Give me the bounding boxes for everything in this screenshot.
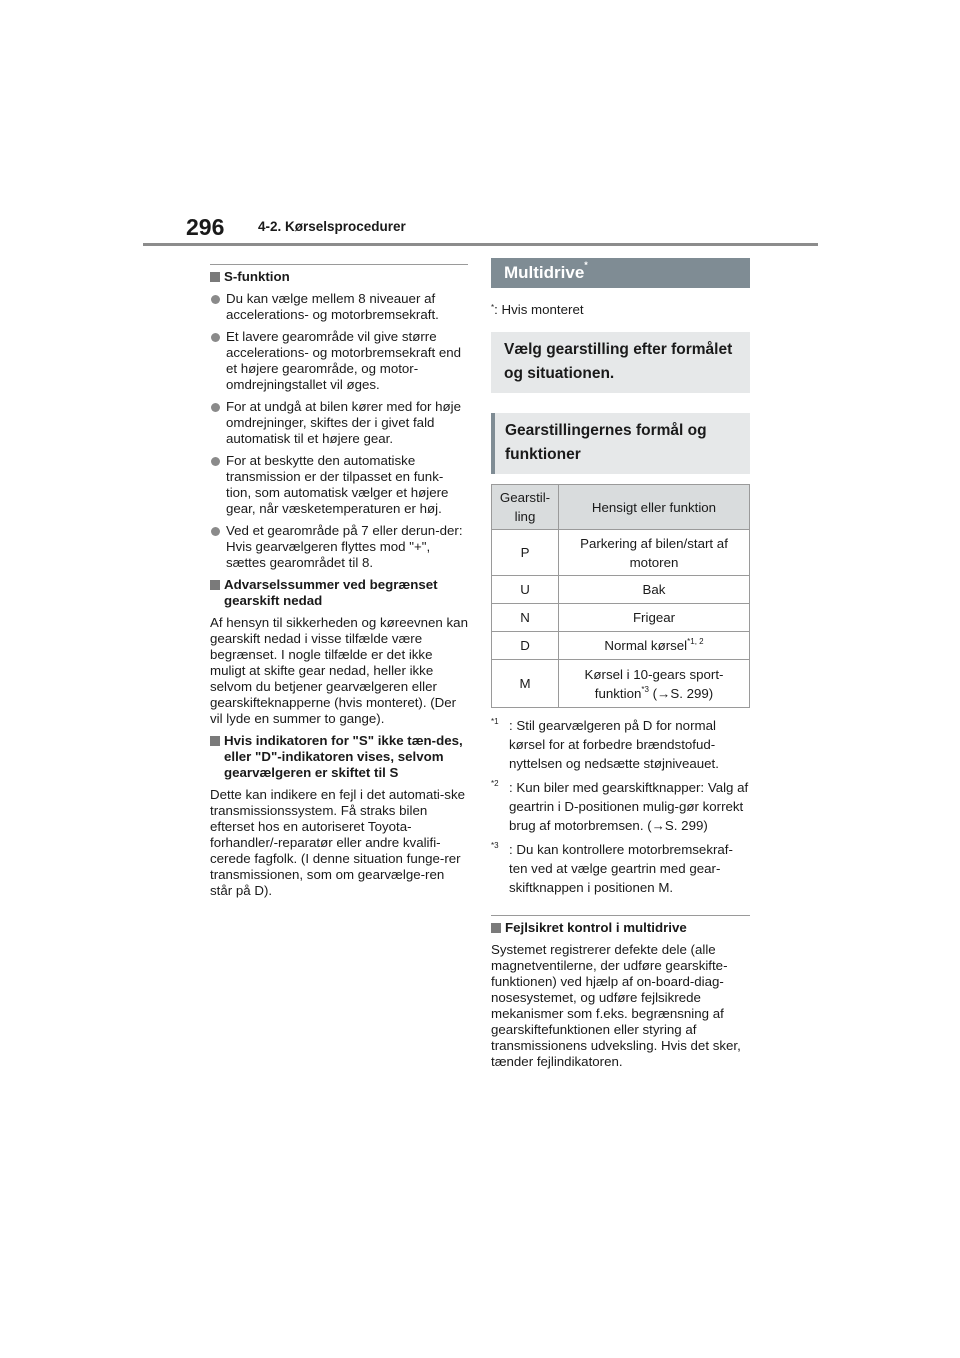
failsafe-title: Fejlsikret kontrol i multidrive bbox=[505, 920, 687, 935]
left-column bbox=[210, 264, 468, 905]
list-item bbox=[210, 453, 468, 517]
round-bullet-icon bbox=[211, 403, 220, 412]
table-row bbox=[492, 604, 750, 632]
table-header-row bbox=[492, 485, 750, 530]
footnote-mark bbox=[491, 716, 509, 773]
function-text: Normal kørsel bbox=[604, 638, 688, 653]
table-row bbox=[492, 576, 750, 604]
square-bullet-icon bbox=[491, 923, 501, 933]
note-text: : Hvis monteret bbox=[494, 302, 584, 317]
indicator-heading bbox=[210, 733, 468, 781]
footnote-text: : Stil gearvælgeren på D for normal kørsel for at forbedre brændstofud-nyttelsen og nedsætte støjniveauet. bbox=[509, 718, 719, 771]
function-cell bbox=[559, 604, 750, 632]
failsafe-heading bbox=[491, 920, 750, 936]
round-bullet-icon bbox=[211, 527, 220, 536]
footnote-number: *3 bbox=[491, 841, 499, 850]
page-reference: (→S. 299) bbox=[648, 685, 714, 701]
list-item bbox=[210, 329, 468, 393]
footnote-ref: *1, 2 bbox=[687, 637, 704, 646]
square-bullet-icon bbox=[210, 736, 220, 746]
gear-cell: P bbox=[492, 530, 559, 576]
gear-table bbox=[491, 484, 750, 708]
gear-cell: D bbox=[492, 632, 559, 660]
table-row bbox=[492, 660, 750, 708]
indicator-title: Hvis indikatoren for "S" ikke tæn-des, eller "D"-indikatoren vises, selvom gearvælgeren er skiftet til S bbox=[224, 733, 463, 780]
function-cell bbox=[559, 632, 750, 660]
list-item bbox=[210, 523, 468, 571]
multidrive-banner bbox=[491, 258, 750, 288]
failsafe-text: Systemet registrerer defekte dele (alle magnetventilerne, der udføre gearskifte-funktionen) ved hjælp af on-board-diag-nosesystemet, og udføre fejlsikrede mekanismer som f.eks. begrænsning af gearskiftefunktionen eller styring af transmissionens udveksling. Hvis det sker, tænder fejlindikatoren. bbox=[491, 942, 741, 1069]
footnote-number: *2 bbox=[491, 779, 499, 788]
page-number: 296 bbox=[186, 214, 225, 240]
failsafe-block bbox=[491, 915, 750, 1070]
header-rule bbox=[143, 243, 818, 246]
function-cell bbox=[559, 576, 750, 604]
column-header-function: Hensigt eller funktion bbox=[559, 485, 750, 530]
function-cell bbox=[559, 530, 750, 576]
table-row bbox=[492, 530, 750, 576]
footnote-mark bbox=[491, 840, 509, 897]
table-row bbox=[492, 632, 750, 660]
bullet-text: Du kan vælge mellem 8 niveauer af accelerations- og motorbremsekraft. bbox=[226, 291, 439, 322]
banner-title: Multidrive bbox=[504, 263, 585, 282]
bullet-text: Et lavere gearområde vil give større accelerations- og motorbremsekraft end et højere gearområde, og motor-omdrejningstallet vil øges. bbox=[226, 329, 462, 392]
function-text: Frigear bbox=[632, 610, 676, 625]
gear-cell: U bbox=[492, 576, 559, 604]
column-header-gear: Gearstil-ling bbox=[492, 485, 559, 530]
note-asterisk: * bbox=[491, 303, 495, 312]
list-item bbox=[210, 291, 468, 323]
s-function-title: S-funktion bbox=[224, 269, 290, 284]
warning-heading bbox=[210, 577, 468, 609]
round-bullet-icon bbox=[211, 295, 220, 304]
warning-title: Advarselssummer ved begrænset gearskift nedad bbox=[224, 577, 438, 608]
footnote-ref: *3 bbox=[641, 684, 649, 694]
function-text: Kørsel i 10-gears sport-funktion bbox=[584, 666, 724, 701]
list-item bbox=[210, 399, 468, 447]
purpose-box: Vælg gearstilling efter formålet og situationen. bbox=[491, 332, 750, 393]
bullet-text: Ved et gearområde på 7 eller derun-der: Hvis gearvælgeren flyttes mod "+", sættes gearområdet til 8. bbox=[226, 523, 463, 570]
function-text: Bak bbox=[642, 582, 666, 597]
square-bullet-icon bbox=[210, 580, 220, 590]
functions-heading: Gearstillingernes formål og funktioner bbox=[491, 413, 750, 474]
gear-cell: M bbox=[492, 660, 559, 708]
bullet-text: For at undgå at bilen kører med for høje omdrejninger, skiftes der i givet fald automatisk til et højere gear. bbox=[226, 399, 462, 446]
section-title: 4-2. Kørselsprocedurer bbox=[258, 219, 406, 234]
footnote-text: : Du kan kontrollere motorbremsekraf-ten ved at vælge geartrin med gear-skiftknappen i positionen M. bbox=[509, 842, 733, 895]
round-bullet-icon bbox=[211, 333, 220, 342]
gear-cell: N bbox=[492, 604, 559, 632]
round-bullet-icon bbox=[211, 457, 220, 466]
footnote-number: *1 bbox=[491, 717, 499, 726]
function-text: Parkering af bilen/start af motoren bbox=[580, 535, 728, 570]
s-function-heading bbox=[210, 269, 468, 285]
right-column bbox=[491, 258, 750, 1076]
footnote bbox=[491, 778, 750, 835]
mounted-note bbox=[491, 302, 750, 318]
banner-asterisk: * bbox=[584, 260, 588, 270]
footnote bbox=[491, 716, 750, 773]
bullet-text: For at beskytte den automatiske transmission er der tilpasset en funk-tion, som automatisk vælger et højere gear, når væsketemperaturen er høj. bbox=[226, 453, 449, 516]
warning-text: Af hensyn til sikkerheden og køreevnen kan gearskift nedad i visse tilfælde være begrænset. I nogle tilfælde er det ikke muligt at skifte gear nedad, heller ikke selvom du betjener gearvælgeren eller gearskifteknapperne (hvis monteret). (Der vil lyde en summer to gange). bbox=[210, 615, 468, 726]
function-cell bbox=[559, 660, 750, 708]
footnote-mark bbox=[491, 778, 509, 835]
footnotes bbox=[491, 716, 750, 897]
footnote bbox=[491, 840, 750, 897]
square-bullet-icon bbox=[210, 272, 220, 282]
footnote-text: : Kun biler med gearskiftknapper: Valg af geartrin i D-positionen mulig-gør korrekt brug af motorbremsen. (→S. 299) bbox=[509, 780, 749, 833]
s-function-block bbox=[210, 264, 468, 571]
indicator-text: Dette kan indikere en fejl i det automati-ske transmissionssystem. Få straks bilen efterset hos en autoriseret Toyota-forhandler/-reparatør eller andre kvalifi-cerede fagfolk. (I denne situation funge-rer transmissionen, som om gearvælge-ren står på D). bbox=[210, 787, 465, 898]
